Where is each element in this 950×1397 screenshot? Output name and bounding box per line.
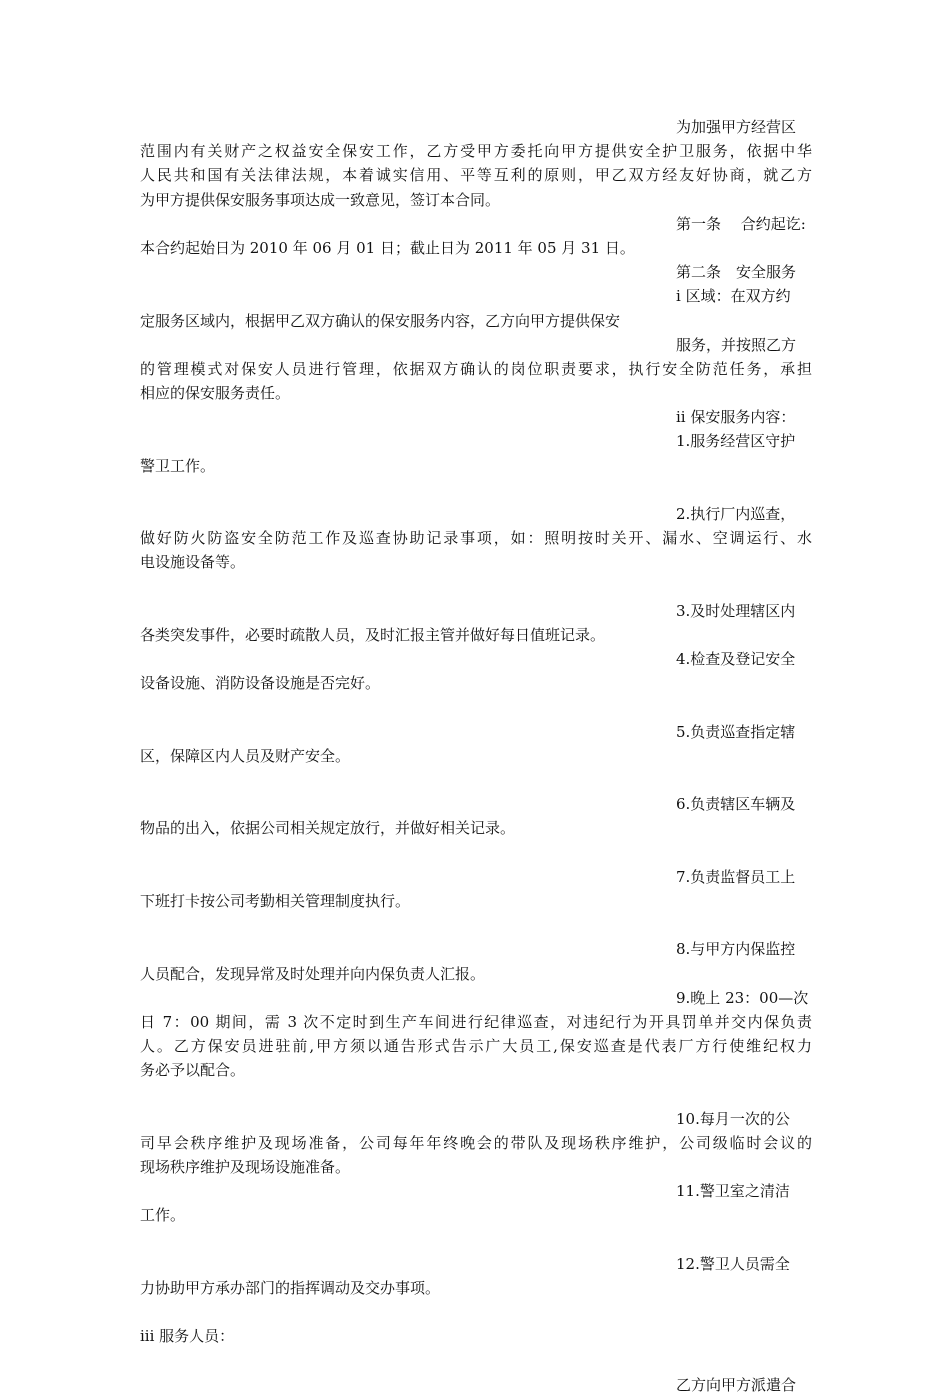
line-gap: [140, 841, 812, 865]
line-gap: [140, 478, 812, 502]
text-line: ii 保安服务内容：: [676, 408, 796, 427]
text-line: 2.执行厂内巡查，: [676, 505, 796, 523]
text-line: 第二条 安全服务: [676, 263, 797, 282]
line-gap: [140, 696, 812, 720]
text-line: 相应的保安服务责任。: [140, 384, 291, 403]
text-line: 各类突发事件，必要时疏散人员，及时汇报主管并做好每日值班记录。: [140, 625, 606, 644]
text-line: 警卫工作。: [140, 456, 216, 475]
text-line: 4.检查及登记安全: [676, 650, 796, 669]
text-line: 区，保障区内人员及财产安全。: [140, 746, 351, 765]
text-line: 本合约起始日为 2010 年 06 月 01 日；截止日为 2011 年 05 月 31 日。: [140, 238, 635, 257]
line-gap: [140, 913, 812, 937]
text-line: 10.每月一次的公: [676, 1109, 790, 1128]
text-line: 定服务区域内，根据甲乙双方确认的保安服务内容，乙方向甲方提供保安: [140, 311, 621, 330]
text-line: 7.负责监督员工上: [676, 867, 796, 886]
line-gap: [140, 768, 812, 792]
text-line: 务必予以配合。: [140, 1061, 246, 1080]
text-line: 第一条 合约起讫:: [676, 214, 806, 233]
text-line: 服务，并按照乙方: [676, 335, 797, 354]
text-line: 6.负责辖区车辆及: [676, 795, 796, 814]
text-line: 人。乙方保安员进驻前,甲方须以通告形式告示广大员工,保安巡查是代表厂方行使维纪权力: [140, 1037, 812, 1056]
text-line: iii 服务人员：: [140, 1327, 235, 1346]
text-line: 力协助甲方承办部门的指挥调动及交办事项。: [140, 1279, 441, 1297]
contract-page: [140, 115, 812, 1397]
text-line: 12.警卫人员需全: [676, 1254, 790, 1273]
text-line: 为加强甲方经营区: [676, 118, 797, 136]
line-gap: [140, 1349, 812, 1373]
line-gap: [140, 1083, 812, 1107]
text-line: 1.服务经营区守护: [676, 432, 796, 451]
text-line: 3.及时处理辖区内: [676, 601, 796, 620]
text-line: 人员配合，发现异常及时处理并向内保负责人汇报。: [140, 964, 486, 983]
text-line: 司早会秩序维护及现场准备，公司每年年终晚会的带队及现场秩序维护，公司级临时会议的: [140, 1133, 812, 1152]
text-line: 工作。: [140, 1206, 186, 1225]
text-line: i 区域：在双方约: [676, 287, 791, 306]
text-line: 人民共和国有关法律法规，本着诚实信用、平等互利的原则，甲乙双方经友好协商，就乙方: [140, 166, 812, 185]
text-line: 电设施设备等。: [140, 553, 246, 572]
text-line: 9.晚上 23：00—次: [676, 988, 809, 1007]
text-line: 5.负责巡查指定辖: [676, 722, 796, 741]
text-line: 的管理模式对保安人员进行管理，依据双方确认的岗位职责要求，执行安全防范任务，承担: [140, 359, 812, 378]
text-line: 下班打卡按公司考勤相关管理制度执行。: [140, 892, 411, 910]
text-line: 乙方向甲方派遣合: [676, 1375, 797, 1394]
line-gap: [140, 1300, 812, 1324]
text-line: 为甲方提供保安服务事项达成一致意见，签订本合同。: [140, 190, 501, 209]
text-line: 日 7：00 期间，需 3 次不定时到生产车间进行纪律巡查，对违纪行为开具罚单并交内保负责: [140, 1012, 812, 1031]
text-line: 11.警卫室之清洁: [676, 1182, 790, 1201]
text-line: 做好防火防盗安全防范工作及巡查协助记录事项，如：照明按时关开、漏水、空调运行、水: [140, 529, 812, 548]
text-line: 范围内有关财产之权益安全保安工作，乙方受甲方委托向甲方提供安全护卫服务，依据中华: [140, 142, 812, 161]
line-gap: [140, 1228, 812, 1252]
text-line: 8.与甲方内保监控: [676, 940, 796, 959]
text-line: 现场秩序维护及现场设施准备。: [140, 1158, 351, 1177]
text-line: 物品的出入，依据公司相关规定放行，并做好相关记录。: [140, 819, 516, 838]
text-line: 设备设施、消防设备设施是否完好。: [140, 674, 381, 693]
line-gap: [140, 575, 812, 599]
